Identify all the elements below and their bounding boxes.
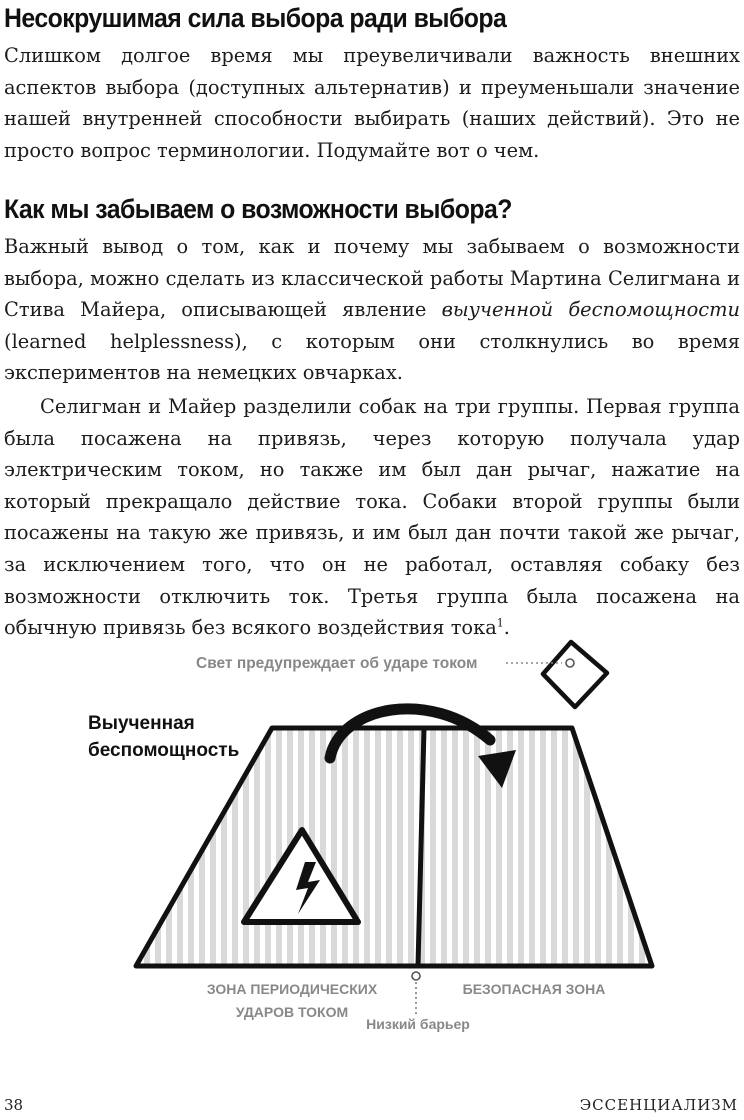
paragraph-text: Селигман и Майер разделили собак на три группы. Первая группа была посажена на привязь, через которую получала удар электрическим током, но также им был дан рычаг, нажатие на который прекращало действие тока. Собаки второй группы были посажены на такую же привязь, и им был дан почти такой же рычаг, за исключением того, что он не работал, оставляя собаку без возможности отключить ток. Третья группа была посажена на обычную привязь без всякого воздействия тока bbox=[4, 395, 740, 640]
warning-light bbox=[543, 642, 607, 707]
section-heading-2: Как мы забываем о возможности выбора? bbox=[4, 194, 512, 224]
paragraph-choice: Слишком долгое время мы преувеличивали важность внешних аспектов выбора (доступных альтернатив) и преуменьшали значение нашей внутренней способности выбирать (наших действий). Это не просто вопрос терминологии. Подумайте вот о чем. bbox=[4, 44, 740, 162]
learned-helplessness-illustration bbox=[0, 630, 744, 1050]
paragraph-groups bbox=[4, 391, 740, 644]
paragraph-end: . bbox=[503, 616, 510, 640]
shock-zone-label-2: УДАРОВ ТОКОМ bbox=[235, 1004, 349, 1020]
section-heading-1: Несокрушимая сила выбора ради выбора bbox=[4, 3, 507, 33]
paragraph-text: Важный вывод о том, как и почему мы забываем о возможности выбора, можно сделать из классической работы Мартина Селигмана и Стива Майера, описывающей явление bbox=[4, 235, 740, 322]
shock-zone-label-1: ЗОНА ПЕРИОДИЧЕСКИХ bbox=[206, 981, 378, 997]
illustration-title-2: беспомощность bbox=[88, 740, 240, 761]
italic-term: выученной беспомощности bbox=[441, 298, 741, 322]
barrier-label: Низкий барьер bbox=[366, 1016, 470, 1032]
shuttle-box-floor bbox=[136, 728, 652, 966]
page-number: 38 bbox=[4, 1096, 24, 1114]
paragraph-text: (learned helplessness), с которым они столкнулись во время экспериментов на немецких овчарках. bbox=[4, 329, 740, 385]
illustration-title-1: Выученная bbox=[88, 713, 195, 734]
barrier-pointer bbox=[412, 972, 420, 980]
running-title: ЭССЕНЦИАЛИЗМ bbox=[579, 1096, 738, 1114]
paragraph-seligman bbox=[4, 231, 740, 389]
light-label: Свет предупреждает об ударе током bbox=[196, 655, 478, 672]
safe-zone-label: БЕЗОПАСНАЯ ЗОНА bbox=[462, 981, 606, 997]
footnote-marker: 1 bbox=[496, 616, 504, 630]
